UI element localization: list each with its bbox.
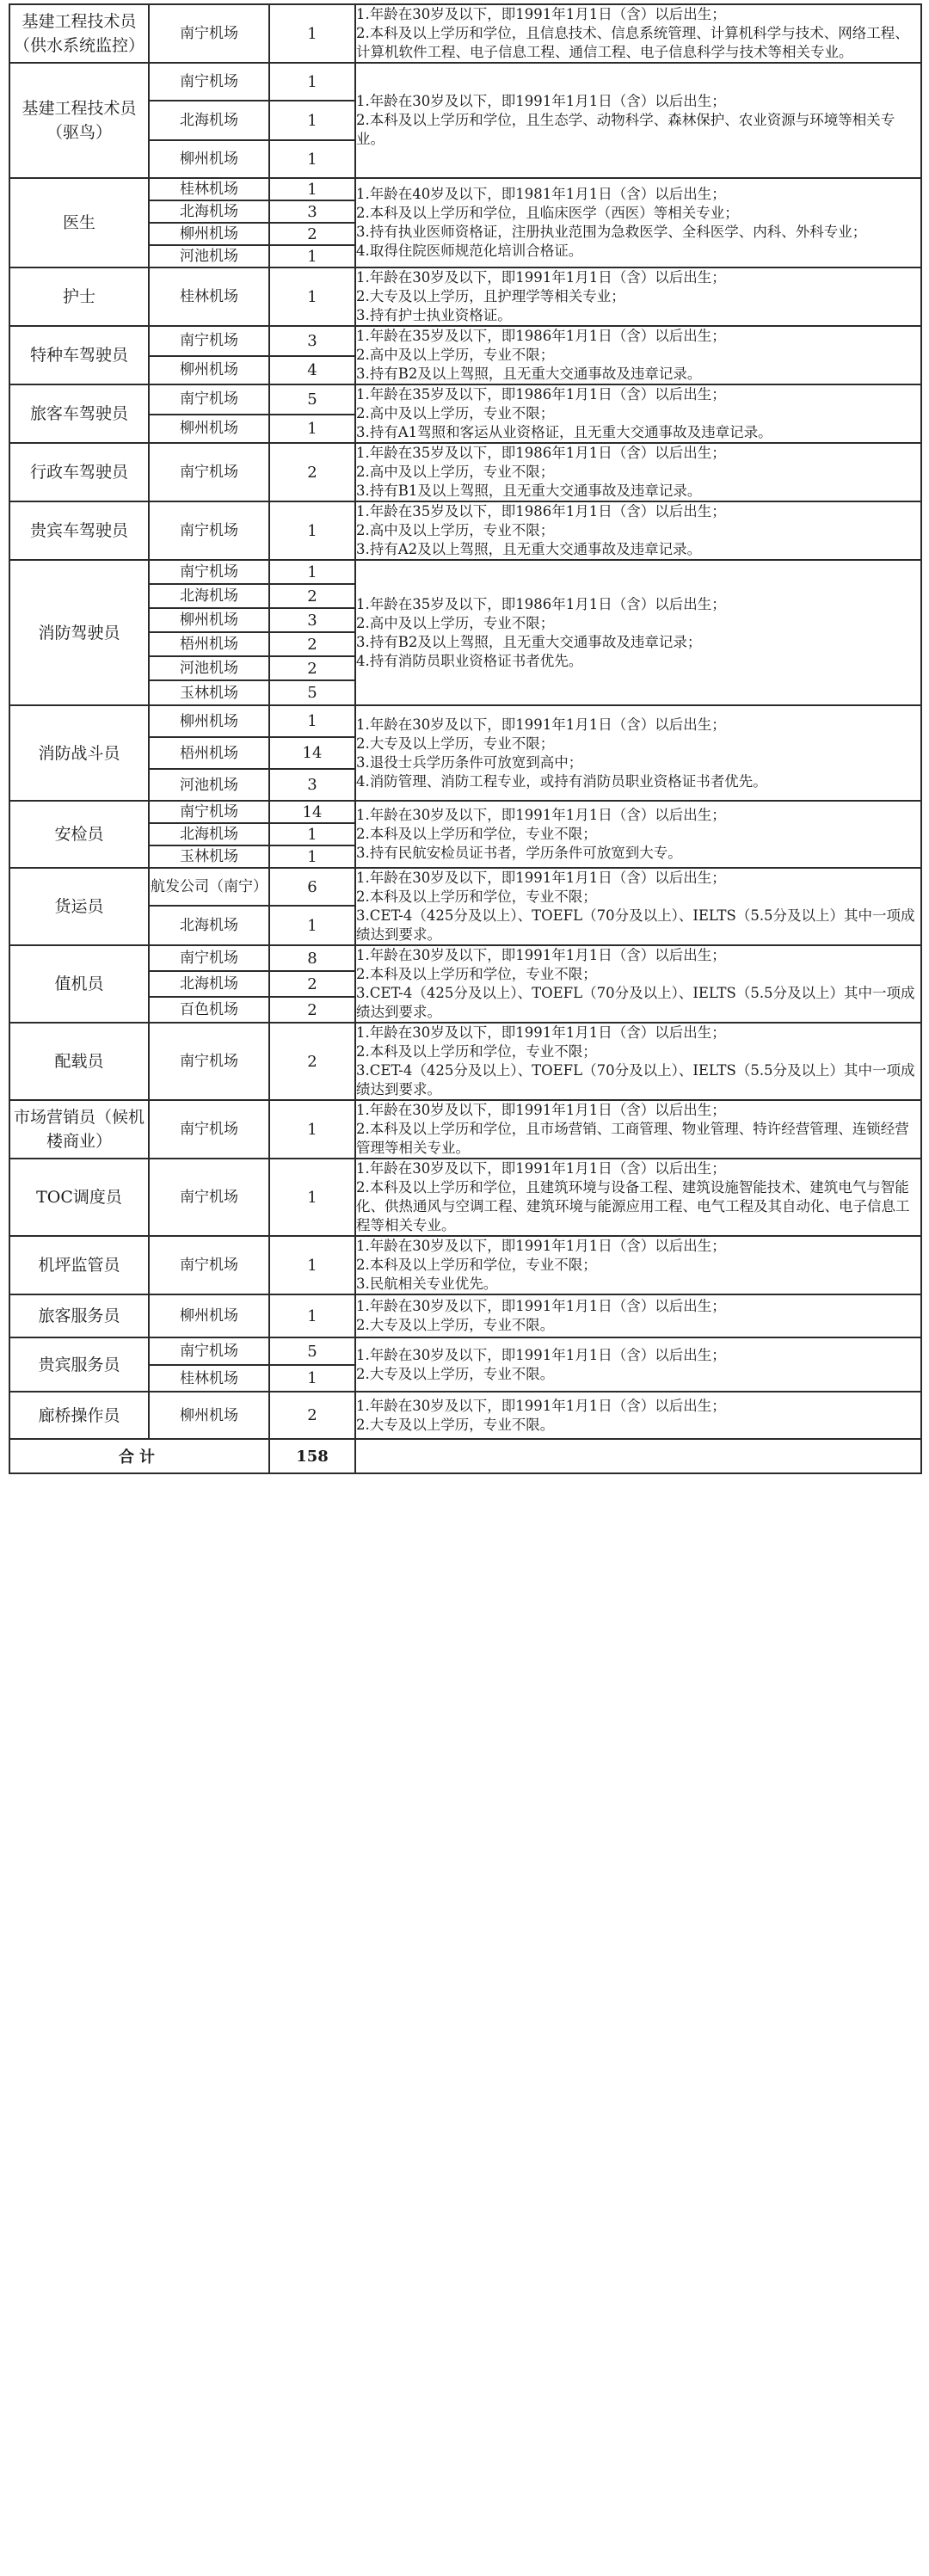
requirement-line: 1.年龄在30岁及以下，即1991年1月1日（含）以后出生； [356, 870, 726, 886]
requirement-line: 4.取得住院医师规范化培训合格证。 [356, 243, 583, 259]
hire-count: 1 [269, 1294, 355, 1337]
location-name: 北海机场 [149, 101, 269, 140]
hire-count: 5 [269, 680, 355, 705]
requirement-line: 3.持有B2及以上驾照，且无重大交通事故及违章记录； [356, 633, 702, 650]
table-row [9, 178, 921, 200]
requirement-line: 1.年龄在35岁及以下，即1986年1月1日（含）以后出生； [356, 445, 726, 461]
location-name: 航发公司（南宁） [149, 868, 269, 906]
table-row [9, 945, 921, 971]
requirement-line: 1.年龄在35岁及以下，即1986年1月1日（含）以后出生； [356, 595, 726, 612]
hire-count: 1 [269, 140, 355, 178]
location-name: 南宁机场 [149, 1100, 269, 1159]
location-name: 北海机场 [149, 971, 269, 997]
location-name: 河池机场 [149, 656, 269, 680]
location-name: 南宁机场 [149, 945, 269, 971]
hire-count: 1 [269, 1365, 355, 1392]
total-row [9, 1439, 921, 1473]
position-title: 特种车驾驶员 [9, 326, 149, 384]
location-name: 北海机场 [149, 584, 269, 608]
location-name: 南宁机场 [149, 384, 269, 415]
location-name: 南宁机场 [149, 63, 269, 101]
hire-count: 1 [269, 501, 355, 560]
requirement-line: 1.年龄在30岁及以下，即1991年1月1日（含）以后出生； [356, 1024, 726, 1041]
location-name: 南宁机场 [149, 443, 269, 501]
hire-count: 2 [269, 656, 355, 680]
position-title: 基建工程技术员（驱鸟） [9, 63, 149, 178]
location-name: 河池机场 [149, 245, 269, 267]
table-row [9, 267, 921, 326]
hire-count: 2 [269, 443, 355, 501]
position-title: 旅客车驾驶员 [9, 384, 149, 443]
location-name: 北海机场 [149, 200, 269, 223]
requirement-line: 3.民航相关专业优先。 [356, 1276, 498, 1292]
requirements-cell [355, 560, 921, 705]
requirement-line: 3.CET-4（425分及以上）、TOEFL（70分及以上）、IELTS（5.5分及以上）其中一项成绩达到要求。 [356, 1062, 915, 1097]
hire-count: 1 [269, 560, 355, 584]
requirements-cell [355, 501, 921, 560]
requirement-line: 4.持有消防员职业资格证书者优先。 [356, 652, 583, 669]
location-name: 柳州机场 [149, 140, 269, 178]
location-name: 南宁机场 [149, 801, 269, 823]
hire-count: 8 [269, 945, 355, 971]
requirement-line: 2.大专及以上学历，专业不限。 [356, 1416, 555, 1433]
requirement-line: 2.高中及以上学历，专业不限； [356, 522, 555, 538]
requirement-line: 3.持有民航安检员证书者，学历条件可放宽到大专。 [356, 845, 682, 861]
requirement-line: 3.持有执业医师资格证，注册执业范围为急救医学、全科医学、内科、外科专业； [356, 224, 867, 240]
hire-count: 1 [269, 1100, 355, 1159]
location-name: 南宁机场 [149, 1023, 269, 1100]
position-title: 行政车驾驶员 [9, 443, 149, 501]
position-title: 消防驾驶员 [9, 560, 149, 705]
requirements-cell [355, 443, 921, 501]
hire-count: 6 [269, 868, 355, 906]
hire-count: 2 [269, 997, 355, 1023]
location-name: 柳州机场 [149, 1294, 269, 1337]
requirement-line: 1.年龄在35岁及以下，即1986年1月1日（含）以后出生； [356, 503, 726, 520]
hire-count: 1 [269, 1236, 355, 1294]
requirement-line: 2.本科及以上学历和学位，专业不限； [356, 1043, 597, 1060]
requirement-line: 2.大专及以上学历，专业不限。 [356, 1317, 555, 1333]
requirement-line: 2.大专及以上学历，专业不限。 [356, 1365, 555, 1382]
requirement-line: 3.退役士兵学历条件可放宽到高中； [356, 753, 583, 771]
requirement-line: 2.本科及以上学历和学位，且临床医学（西医）等相关专业； [356, 205, 739, 221]
location-name: 桂林机场 [149, 1365, 269, 1392]
location-name: 南宁机场 [149, 1337, 269, 1365]
hire-count: 5 [269, 1337, 355, 1365]
location-name: 南宁机场 [149, 560, 269, 584]
requirement-line: 2.大专及以上学历，专业不限； [356, 735, 555, 752]
hire-count: 1 [269, 4, 355, 63]
requirement-line: 1.年龄在40岁及以下，即1981年1月1日（含）以后出生； [356, 186, 726, 202]
table-row [9, 1236, 921, 1294]
position-title: 配载员 [9, 1023, 149, 1100]
requirement-line: 2.本科及以上学历和学位，且建筑环境与设备工程、建筑设施智能技术、建筑电气与智能化、供热通风与空调工程、建筑环境与能源应用工程、电气工程及其自动化、电子信息工程等相关专业。 [356, 1179, 910, 1233]
hire-count: 1 [269, 415, 355, 443]
location-name: 柳州机场 [149, 608, 269, 632]
hire-count: 14 [269, 801, 355, 823]
requirements-cell [355, 1337, 921, 1392]
requirement-line: 1.年龄在30岁及以下，即1991年1月1日（含）以后出生； [356, 947, 726, 963]
hire-count: 1 [269, 823, 355, 845]
requirements-cell [355, 178, 921, 267]
table-row [9, 1159, 921, 1236]
requirement-line: 2.高中及以上学历，专业不限； [356, 347, 555, 363]
requirement-line: 3.CET-4（425分及以上）、TOEFL（70分及以上）、IELTS（5.5分及以上）其中一项成绩达到要求。 [356, 907, 915, 943]
hire-count: 1 [269, 705, 355, 737]
hire-count: 1 [269, 101, 355, 140]
hire-count: 3 [269, 769, 355, 801]
hire-count: 3 [269, 326, 355, 356]
recruitment-table-body [9, 4, 921, 1473]
total-count: 158 [269, 1439, 355, 1473]
table-row [9, 868, 921, 906]
requirements-cell [355, 1100, 921, 1159]
hire-count: 1 [269, 178, 355, 200]
table-row [9, 326, 921, 356]
hire-count: 5 [269, 384, 355, 415]
location-name: 柳州机场 [149, 415, 269, 443]
total-label: 合计 [9, 1439, 269, 1473]
requirement-line: 3.CET-4（425分及以上）、TOEFL（70分及以上）、IELTS（5.5分及以上）其中一项成绩达到要求。 [356, 985, 915, 1020]
location-name: 玉林机场 [149, 680, 269, 705]
location-name: 桂林机场 [149, 267, 269, 326]
requirement-line: 1.年龄在30岁及以下，即1991年1月1日（含）以后出生； [356, 1102, 726, 1118]
position-title: 廊桥操作员 [9, 1392, 149, 1439]
position-title: 值机员 [9, 945, 149, 1023]
requirements-cell [355, 63, 921, 178]
position-title: 贵宾车驾驶员 [9, 501, 149, 560]
table-row [9, 1294, 921, 1337]
requirement-line: 2.本科及以上学历和学位，且生态学、动物科学、森林保护、农业资源与环境等相关专业。 [356, 112, 895, 147]
requirement-line: 3.持有A1驾照和客运从业资格证，且无重大交通事故及违章记录。 [356, 424, 772, 440]
table-row [9, 1100, 921, 1159]
hire-count: 4 [269, 356, 355, 384]
position-title: 基建工程技术员（供水系统监控） [9, 4, 149, 63]
requirement-line: 1.年龄在30岁及以下，即1991年1月1日（含）以后出生； [356, 1346, 726, 1363]
position-title: 货运员 [9, 868, 149, 945]
hire-count: 1 [269, 267, 355, 326]
location-name: 柳州机场 [149, 356, 269, 384]
location-name: 南宁机场 [149, 326, 269, 356]
requirement-line: 1.年龄在30岁及以下，即1991年1月1日（含）以后出生； [356, 807, 726, 823]
requirement-line: 1.年龄在30岁及以下，即1991年1月1日（含）以后出生； [356, 1397, 726, 1414]
table-row [9, 1392, 921, 1439]
table-row [9, 801, 921, 823]
requirement-line: 2.本科及以上学历和学位，且市场营销、工商管理、物业管理、特许经营管理、连锁经营管理等相关专业。 [356, 1121, 909, 1156]
requirement-line: 3.持有护士执业资格证。 [356, 307, 512, 323]
table-row [9, 384, 921, 415]
hire-count: 3 [269, 200, 355, 223]
requirement-line: 1.年龄在30岁及以下，即1991年1月1日（含）以后出生； [356, 269, 726, 286]
position-title: 医生 [9, 178, 149, 267]
requirement-line: 2.高中及以上学历，专业不限； [356, 464, 555, 480]
table-row [9, 1337, 921, 1365]
requirements-cell [355, 326, 921, 384]
total-empty-cell [355, 1439, 921, 1473]
requirement-line: 1.年龄在30岁及以下，即1991年1月1日（含）以后出生； [356, 6, 726, 22]
requirement-line: 2.本科及以上学历和学位，专业不限； [356, 966, 597, 982]
table-row [9, 63, 921, 101]
requirement-line: 3.持有B2及以上驾照，且无重大交通事故及违章记录。 [356, 366, 702, 382]
requirement-line: 1.年龄在30岁及以下，即1991年1月1日（含）以后出生； [356, 716, 726, 733]
requirement-line: 2.大专及以上学历，且护理学等相关专业； [356, 288, 625, 304]
requirements-cell [355, 868, 921, 945]
requirement-line: 1.年龄在35岁及以下，即1986年1月1日（含）以后出生； [356, 386, 726, 403]
position-title: 护士 [9, 267, 149, 326]
hire-count: 2 [269, 223, 355, 245]
location-name: 梧州机场 [149, 737, 269, 769]
position-title: TOC调度员 [9, 1159, 149, 1236]
location-name: 北海机场 [149, 906, 269, 945]
hire-count: 2 [269, 584, 355, 608]
requirement-line: 2.本科及以上学历和学位，专业不限； [356, 826, 597, 842]
requirements-cell [355, 801, 921, 868]
location-name: 百色机场 [149, 997, 269, 1023]
hire-count: 2 [269, 632, 355, 656]
requirement-line: 1.年龄在30岁及以下，即1991年1月1日（含）以后出生； [356, 1160, 726, 1177]
table-row [9, 4, 921, 63]
hire-count: 1 [269, 63, 355, 101]
hire-count: 1 [269, 845, 355, 868]
requirement-line: 1.年龄在30岁及以下，即1991年1月1日（含）以后出生； [356, 1298, 726, 1314]
location-name: 河池机场 [149, 769, 269, 801]
requirements-cell [355, 267, 921, 326]
hire-count: 1 [269, 906, 355, 945]
position-title: 安检员 [9, 801, 149, 868]
location-name: 桂林机场 [149, 178, 269, 200]
location-name: 北海机场 [149, 823, 269, 845]
position-title: 机坪监管员 [9, 1236, 149, 1294]
requirement-line: 1.年龄在35岁及以下，即1986年1月1日（含）以后出生； [356, 328, 726, 344]
recruitment-table [9, 3, 922, 1474]
location-name: 柳州机场 [149, 1392, 269, 1439]
hire-count: 2 [269, 1392, 355, 1439]
requirements-cell [355, 384, 921, 443]
table-row [9, 501, 921, 560]
requirements-cell [355, 4, 921, 63]
requirements-cell [355, 945, 921, 1023]
requirement-line: 3.持有B1及以上驾照，且无重大交通事故及违章记录。 [356, 483, 702, 499]
hire-count: 14 [269, 737, 355, 769]
location-name: 南宁机场 [149, 1236, 269, 1294]
requirement-line: 4.消防管理、消防工程专业，或持有消防员职业资格证书者优先。 [356, 772, 767, 790]
location-name: 柳州机场 [149, 705, 269, 737]
location-name: 南宁机场 [149, 501, 269, 560]
requirements-cell [355, 1159, 921, 1236]
requirement-line: 2.高中及以上学历，专业不限； [356, 614, 555, 631]
location-name: 柳州机场 [149, 223, 269, 245]
position-title: 消防战斗员 [9, 705, 149, 801]
hire-count: 3 [269, 608, 355, 632]
requirement-line: 2.高中及以上学历，专业不限； [356, 405, 555, 421]
location-name: 玉林机场 [149, 845, 269, 868]
position-title: 旅客服务员 [9, 1294, 149, 1337]
hire-count: 2 [269, 1023, 355, 1100]
requirements-cell [355, 1023, 921, 1100]
hire-count: 2 [269, 971, 355, 997]
position-title: 贵宾服务员 [9, 1337, 149, 1392]
requirements-cell [355, 1392, 921, 1439]
requirement-line: 3.持有A2及以上驾照，且无重大交通事故及违章记录。 [356, 541, 702, 557]
table-row [9, 560, 921, 584]
location-name: 南宁机场 [149, 1159, 269, 1236]
requirement-line: 2.本科及以上学历和学位，且信息技术、信息系统管理、计算机科学与技术、网络工程、计算机软件工程、电子信息工程、通信工程、电子信息科学与技术等相关专业。 [356, 25, 909, 60]
table-row [9, 1023, 921, 1100]
requirement-line: 2.本科及以上学历和学位，专业不限； [356, 1257, 597, 1273]
requirement-line: 1.年龄在30岁及以下，即1991年1月1日（含）以后出生； [356, 1238, 726, 1254]
requirement-line: 1.年龄在30岁及以下，即1991年1月1日（含）以后出生； [356, 93, 726, 109]
table-row [9, 705, 921, 737]
requirement-line: 2.本科及以上学历和学位，专业不限； [356, 888, 597, 905]
location-name: 梧州机场 [149, 632, 269, 656]
hire-count: 1 [269, 245, 355, 267]
location-name: 南宁机场 [149, 4, 269, 63]
requirements-cell [355, 705, 921, 801]
table-row [9, 443, 921, 501]
requirements-cell [355, 1236, 921, 1294]
requirements-cell [355, 1294, 921, 1337]
position-title: 市场营销员（候机楼商业） [9, 1100, 149, 1159]
hire-count: 1 [269, 1159, 355, 1236]
